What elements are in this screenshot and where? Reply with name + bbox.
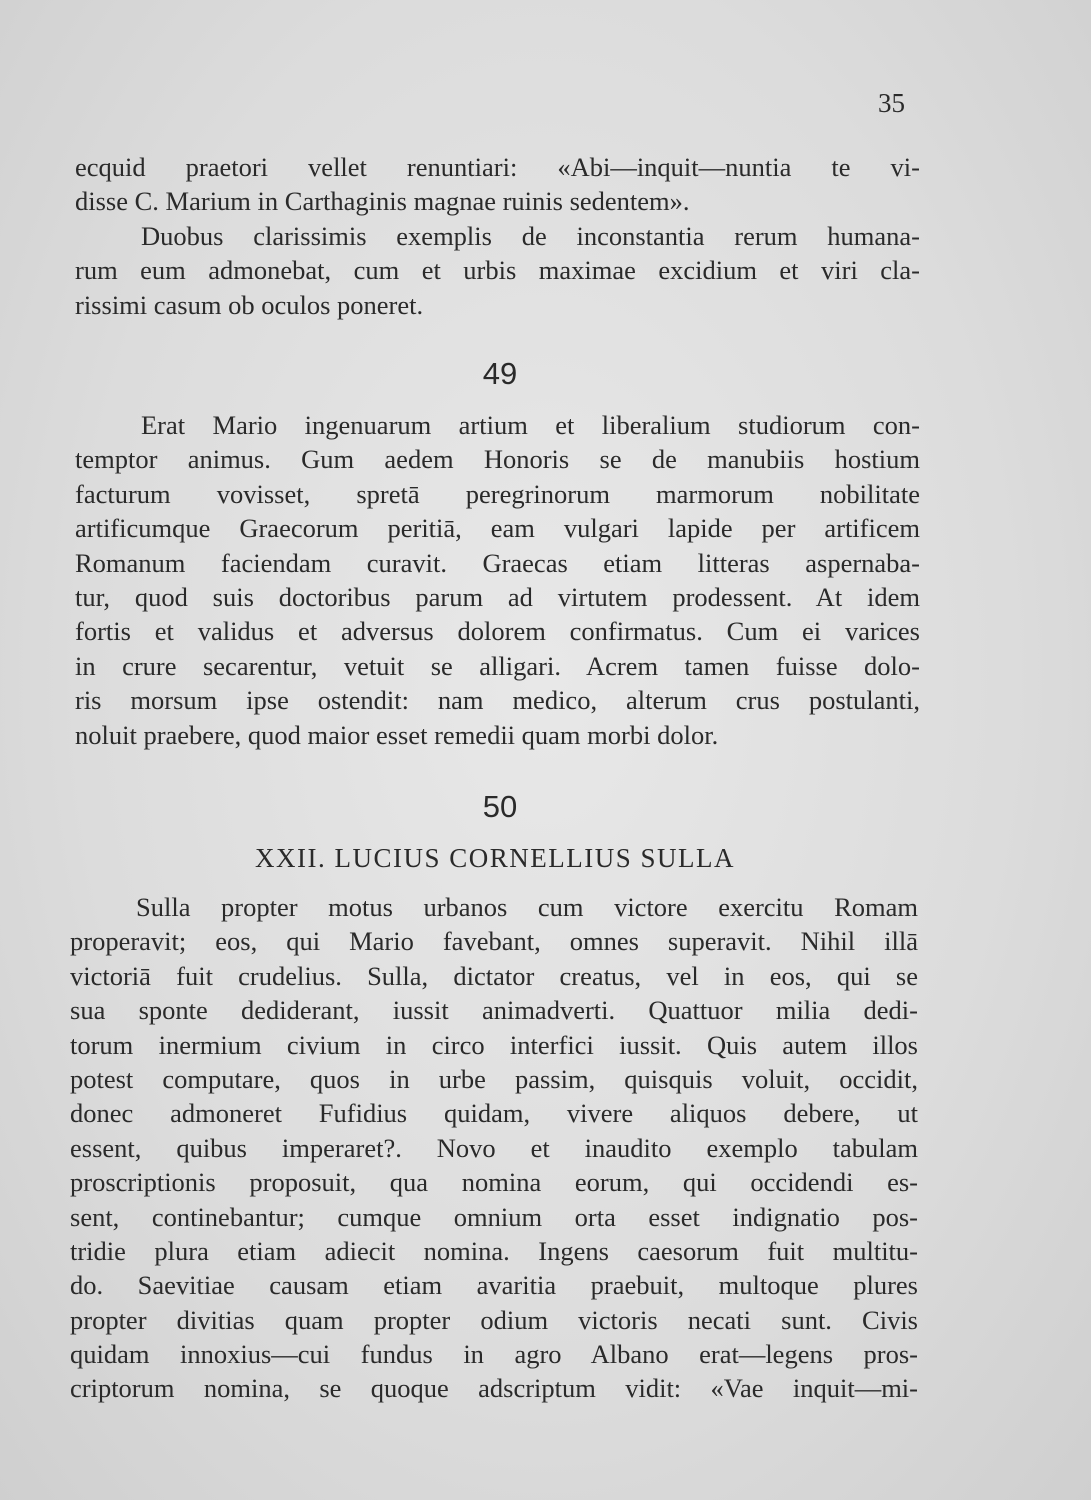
text-line: donec admoneret Fufidius quidam, vivere aliquos debere, ut	[70, 1098, 918, 1129]
text-line: Duobus clarissimis exemplis de inconstantia rerum humana-	[141, 220, 920, 251]
text-line: Sulla propter motus urbanos cum victore exercitu Romam	[136, 892, 918, 922]
paragraph-block-1	[75, 150, 920, 322]
text-line: essent, quibus imperaret?. Novo et inaudito exemplo tabulam	[70, 1132, 918, 1163]
text-line: sent, continebantur; cumque omnium orta esset indignatio pos-	[70, 1201, 918, 1232]
text-line: facturum vovisset, spretā peregrinorum marmorum nobilitate	[75, 478, 920, 509]
text-line: victoriā fuit crudelius. Sulla, dictator creatus, vel in eos, qui se	[70, 960, 918, 991]
text-line: criptorum nomina, se quoque adscriptum vidit: «Vae inquit—mi-	[70, 1373, 918, 1404]
text-line: do. Saevitiae causam etiam avaritia praebuit, multoque plures	[70, 1270, 918, 1301]
text-line: artificumque Graecorum peritiā, eam vulgari lapide per artificem	[75, 513, 920, 544]
text-line: in crure secarentur, vetuit se alligari. Acrem tamen fuisse dolo-	[75, 650, 920, 681]
page-number: 35	[878, 88, 905, 118]
text-line: rum eum admonebat, cum et urbis maximae excidium et viri cla-	[75, 255, 920, 286]
text-line: tur, quod suis doctoribus parum ad virtutem prodessent. At idem	[75, 581, 920, 612]
paragraph-block-2	[75, 408, 920, 752]
text-line: propter divitias quam propter odium victoris necati sunt. Civis	[70, 1304, 918, 1335]
text-line: quidam innoxius—cui fundus in agro Albano erat—legens pros-	[70, 1339, 918, 1370]
text-line: Erat Mario ingenuarum artium et liberalium studiorum con-	[141, 410, 920, 440]
text-line: potest computare, quos in urbe passim, quisquis voluit, occidit,	[70, 1063, 918, 1094]
section-number-49: 49	[482, 356, 518, 391]
text-line: disse C. Marium in Carthaginis magnae ruinis sedentem».	[75, 186, 690, 217]
chapter-title: XXII. LUCIUS CORNELLIUS SULLA	[255, 843, 735, 873]
section-number-50: 50	[482, 789, 518, 824]
text-line: ecquid praetori vellet renuntiari: «Abi—inquit—nuntia te vi-	[75, 152, 920, 182]
text-line: ris morsum ipse ostendit: nam medico, alterum crus postulanti,	[75, 685, 920, 716]
text-line: sua sponte dediderant, iussit animadverti. Quattuor milia dedi-	[70, 995, 918, 1026]
text-line: torum inermium civium in circo interfici iussit. Quis autem illos	[70, 1029, 918, 1060]
text-line: properavit; eos, qui Mario favebant, omnes superavit. Nihil illā	[70, 926, 918, 957]
text-line: noluit praebere, quod maior esset remedii quam morbi dolor.	[75, 719, 719, 750]
text-line: proscriptionis proposuit, qua nomina eorum, qui occidendi es-	[70, 1167, 918, 1198]
text-line: rissimi casum ob oculos poneret.	[75, 289, 424, 320]
paragraph-block-3	[70, 890, 918, 1406]
text-line: temptor animus. Gum aedem Honoris se de manubiis hostium	[75, 444, 920, 475]
text-line: Romanum faciendam curavit. Graecas etiam litteras aspernaba-	[75, 547, 920, 578]
text-line: fortis et validus et adversus dolorem confirmatus. Cum ei varices	[75, 616, 920, 647]
text-line: tridie plura etiam adiecit nomina. Ingens caesorum fuit multitu-	[70, 1235, 918, 1266]
